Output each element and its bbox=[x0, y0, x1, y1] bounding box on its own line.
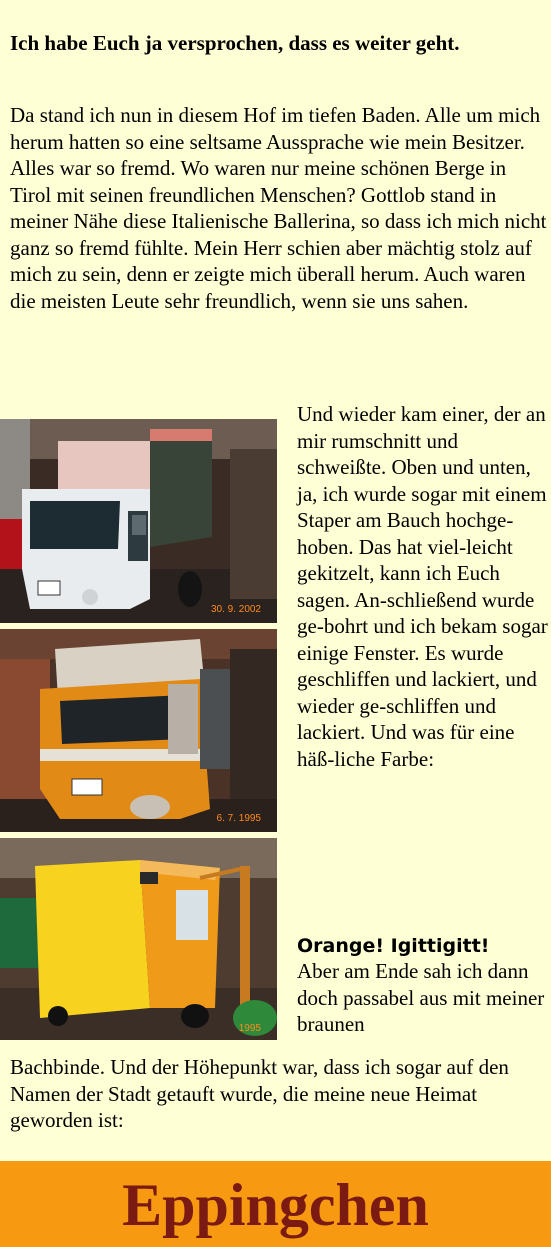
photo-date-stamp: 6. 7. 1995 bbox=[216, 813, 261, 824]
photo-orange-vehicle-masked bbox=[0, 629, 277, 832]
banner-title: Eppingchen bbox=[122, 1172, 429, 1238]
intro-paragraph: Da stand ich nun in diesem Hof im tiefen Baden. Alle um mich herum hatten so eine seltsame Aussprache wie mein Besitzer. Alles war so fremd. Wo waren nur meine schönen Berge in Tirol mit seinen freundlichen Menschen? Gottlob stand in meiner Nähe diese Italienische Ballerina, so dass ich mich nicht ganz so fremd fühlte. Mein Herr schien aber mächtig stolz auf mich zu sein, denn er zeigte mich überall herum. Auch waren die meisten Leute sehr freundlich, wenn sie uns sahen. bbox=[10, 103, 547, 313]
photo-date-stamp: 1995 bbox=[238, 1023, 261, 1034]
photo-date-stamp: 30. 9. 2002 bbox=[210, 604, 261, 615]
outro-paragraph: Bachbinde. Und der Höhepunkt war, dass ich sogar auf den Namen der Stadt getauft wurde, die meine neue Heimat geworden ist: bbox=[10, 1055, 509, 1132]
page-heading: Ich habe Euch ja versprochen, dass es weiter geht. bbox=[10, 31, 460, 55]
photo-orange-vehicle-rear bbox=[0, 838, 277, 1040]
white-vehicle-image bbox=[0, 419, 277, 623]
right-column-text: Und wieder kam einer, der an mir rumschnitt und schweißte. Oben und unten, ja, ich wurde sogar mit einem Staper am Bauch hochge-hoben. Das hat viel-leicht gekitzelt, kann ich Euch sagen. An-schließend wurde ge-bohrt und ich bekam sogar einige Fenster. Es wurde geschliffen und lackiert, und wieder ge-schliffen und lackiert. Und was für eine häß-liche Farbe: bbox=[297, 402, 548, 771]
orange-vehicle-rear-image bbox=[0, 838, 277, 1040]
photo-white-vehicle bbox=[0, 419, 277, 623]
orange-vehicle-image bbox=[0, 629, 277, 832]
orange-exclamation: Orange! Igittigitt! bbox=[297, 935, 490, 957]
right-column-text-2: Aber am Ende sah ich dann doch passabel aus mit meiner braunen bbox=[297, 959, 545, 1036]
